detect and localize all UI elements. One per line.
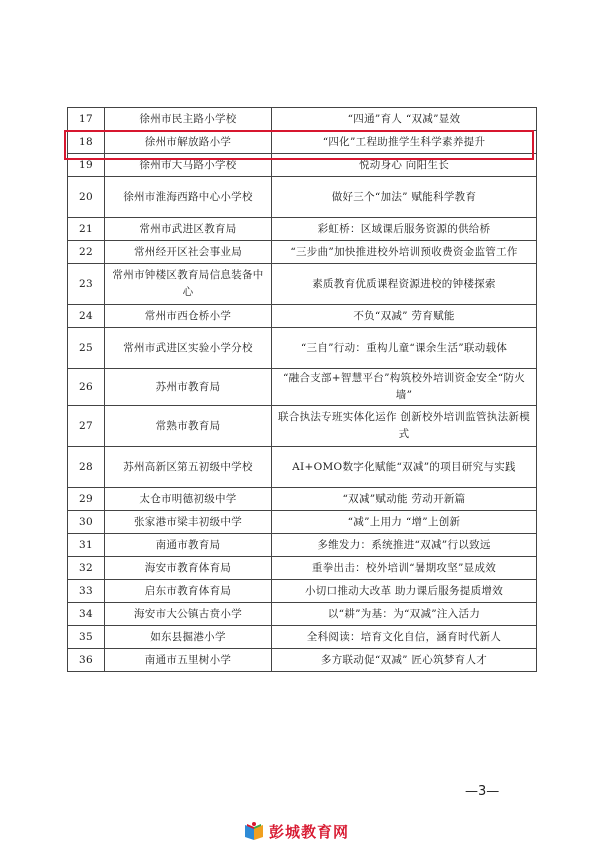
table-row [68,177,537,218]
table-row [68,511,537,534]
row-number: 36 [68,649,105,672]
row-unit: 常州市武进区实验小学分校 [105,328,272,369]
table-row [68,649,537,672]
row-number: 20 [68,177,105,218]
row-unit: 常州市西仓桥小学 [105,305,272,328]
page-number: —3— [465,784,500,799]
table-row [68,305,537,328]
row-title: “三步曲”加快推进校外培训预收费资金监管工作 [272,241,537,264]
row-title: “四通”育人 “双减”显效 [272,108,537,131]
row-number: 30 [68,511,105,534]
row-title: 彩虹桥：区域课后服务资源的供给桥 [272,218,537,241]
row-number: 31 [68,534,105,557]
row-unit: 海安市大公镇古贲小学 [105,603,272,626]
school-list-table [67,107,537,672]
row-unit: 苏州市教育局 [105,369,272,406]
table-row [68,218,537,241]
row-number: 18 [68,131,105,154]
table-row [68,580,537,603]
table-row [68,328,537,369]
row-unit: 徐州市解放路小学 [105,131,272,154]
row-number: 32 [68,557,105,580]
row-title: AI+OMO数字化赋能“双减”的项目研究与实践 [272,447,537,488]
row-unit: 如东县掘港小学 [105,626,272,649]
row-unit: 启东市教育体育局 [105,580,272,603]
row-unit: 太仓市明德初级中学 [105,488,272,511]
row-title: 多维发力：系统推进“双减”行以致远 [272,534,537,557]
row-unit: 常州市钟楼区教育局信息装备中心 [105,264,272,305]
row-number: 34 [68,603,105,626]
table-row [68,603,537,626]
row-title: “融合支部+智慧平台”构筑校外培训资金安全“防火墙” [272,369,537,406]
row-number: 23 [68,264,105,305]
row-title: 素质教育优质课程资源进校的钟楼探索 [272,264,537,305]
row-number: 19 [68,154,105,177]
row-title: 以“耕”为基：为“双减”注入活力 [272,603,537,626]
watermark-logo [243,820,349,842]
table-row-highlighted [68,131,537,154]
row-title: 重拳出击：校外培训“暑期攻坚”显成效 [272,557,537,580]
row-unit: 常州市武进区教育局 [105,218,272,241]
table-row [68,626,537,649]
row-title: 多方联动促“双减” 匠心筑梦育人才 [272,649,537,672]
table-row [68,108,537,131]
book-logo-icon [243,821,265,841]
table-row [68,557,537,580]
row-number: 26 [68,369,105,406]
row-number: 27 [68,406,105,447]
row-title: 悦动身心 向阳生长 [272,154,537,177]
row-number: 24 [68,305,105,328]
row-number: 25 [68,328,105,369]
row-title: 不负“双减” 劳育赋能 [272,305,537,328]
row-unit: 苏州高新区第五初级中学校 [105,447,272,488]
table-row [68,447,537,488]
row-unit: 徐州市大马路小学校 [105,154,272,177]
row-unit: 南通市教育局 [105,534,272,557]
watermark-text: 彭城教育网 [269,822,350,841]
row-number: 17 [68,108,105,131]
table-row [68,406,537,447]
table-row [68,488,537,511]
row-unit: 徐州市淮海西路中心小学校 [105,177,272,218]
row-number: 21 [68,218,105,241]
row-title: 全科阅读：培育文化自信，涵育时代新人 [272,626,537,649]
row-title: “双减”赋动能 劳动开新篇 [272,488,537,511]
row-number: 35 [68,626,105,649]
row-number: 22 [68,241,105,264]
row-title: 联合执法专班实体化运作 创新校外培训监管执法新模式 [272,406,537,447]
row-unit: 常熟市教育局 [105,406,272,447]
row-unit: 徐州市民主路小学校 [105,108,272,131]
row-title: 小切口推动大改革 助力课后服务提质增效 [272,580,537,603]
row-unit: 张家港市梁丰初级中学 [105,511,272,534]
row-number: 33 [68,580,105,603]
table-row [68,154,537,177]
row-title: 做好三个“加法” 赋能科学教育 [272,177,537,218]
row-unit: 南通市五里树小学 [105,649,272,672]
row-unit: 常州经开区社会事业局 [105,241,272,264]
table-row [68,264,537,305]
table-row [68,534,537,557]
row-unit: 海安市教育体育局 [105,557,272,580]
row-title: “减”上用力 “增”上创新 [272,511,537,534]
table-row [68,369,537,406]
row-title: “四化”工程助推学生科学素养提升 [272,131,537,154]
row-title: “三自”行动：重构儿童“课余生活”联动载体 [272,328,537,369]
table-row [68,241,537,264]
row-number: 28 [68,447,105,488]
row-number: 29 [68,488,105,511]
